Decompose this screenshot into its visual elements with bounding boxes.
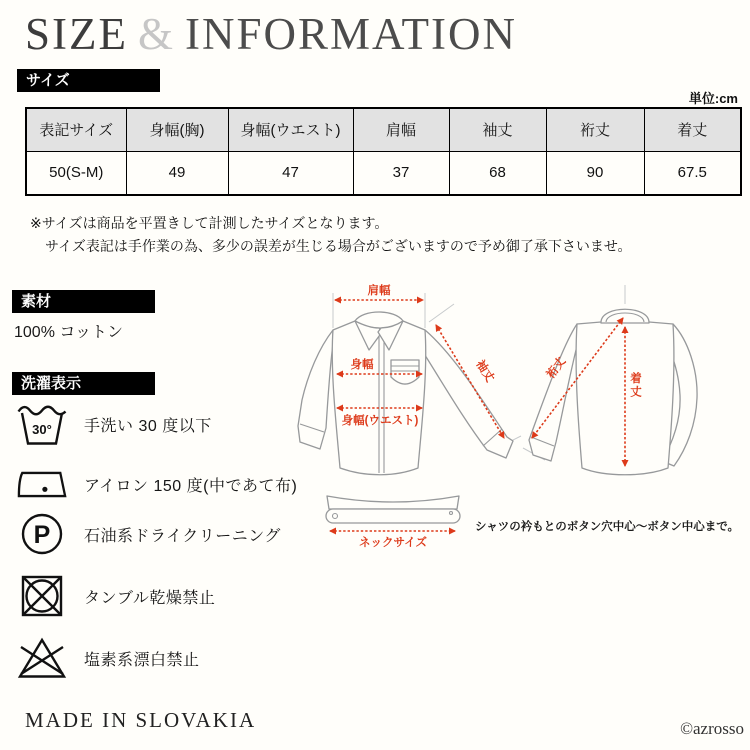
cell-size: 50(S-M) — [26, 151, 126, 195]
collar-measurement-note: シャツの衿もとのボタン穴中心〜ボタン中心まで。 — [475, 521, 740, 533]
sleeve-length-label: 袖丈 — [473, 358, 496, 385]
shirt-measurement-diagram — [283, 280, 750, 580]
yuki-length-label: 裄丈 — [544, 355, 569, 381]
care-item-label: 塩素系漂白禁止 — [84, 651, 200, 669]
cell-chest-width: 49 — [126, 151, 228, 195]
handwash-temp-text: 30° — [32, 422, 52, 437]
col-header-size: 表記サイズ — [26, 108, 126, 151]
country-of-origin: MADE IN SLOVAKIA — [25, 708, 257, 732]
copyright-credit: ©azrosso — [680, 719, 744, 738]
col-header-shoulder-width: 肩幅 — [353, 108, 449, 151]
size-note-line1: ※サイズは商品を平置きして計測したサイズとなります。 — [30, 215, 389, 231]
care-item-iron — [16, 460, 297, 508]
cell-body-length: 67.5 — [644, 151, 741, 195]
title-word-information: INFORMATION — [185, 9, 518, 59]
care-item-no-tumble — [16, 572, 215, 620]
iron-icon — [16, 464, 68, 504]
page-title — [25, 8, 517, 60]
chest-width-label: 身幅 — [350, 359, 374, 371]
handwash-tub-icon — [16, 401, 68, 447]
collar-drawing — [326, 496, 460, 523]
title-word-size: SIZE — [25, 9, 128, 59]
size-note-line2: サイズ表記は手作業の為、多少の誤差が生じる場合がございますので予め御了承下さいませ。 — [45, 238, 632, 254]
cell-sleeve-length: 68 — [449, 151, 546, 195]
cell-waist-width: 47 — [228, 151, 353, 195]
col-header-sleeve-length: 袖丈 — [449, 108, 546, 151]
size-table — [25, 107, 742, 196]
size-section-label: サイズ — [17, 69, 160, 92]
shirt-back-drawing — [523, 285, 697, 475]
care-section-label: 洗濯表示 — [12, 372, 155, 395]
col-header-chest-width: 身幅(胸) — [126, 108, 228, 151]
shoulder-width-label: 肩幅 — [367, 285, 391, 297]
cell-yuki-length: 90 — [546, 151, 644, 195]
col-header-waist-width: 身幅(ウエスト) — [228, 108, 353, 151]
col-header-yuki-length: 裄丈 — [546, 108, 644, 151]
care-item-label: 手洗い 30 度以下 — [84, 417, 212, 435]
no-bleach-icon — [16, 636, 68, 680]
material-section-label: 素材 — [12, 290, 155, 313]
dry-clean-letter: P — [33, 521, 51, 549]
title-ampersand: & — [138, 9, 176, 59]
care-item-handwash — [16, 400, 212, 448]
cell-shoulder-width: 37 — [353, 151, 449, 195]
waist-width-label: 身幅(ウエスト) — [341, 415, 419, 427]
size-notes — [30, 212, 631, 258]
care-item-label: 石油系ドライクリーニング — [84, 527, 281, 545]
care-item-label: タンブル乾燥禁止 — [84, 589, 216, 607]
body-length-label: 着丈 — [629, 372, 641, 399]
care-item-dry-clean — [16, 510, 281, 558]
dry-clean-p-icon — [16, 512, 68, 556]
material-value: 100% コットン — [14, 324, 124, 341]
no-tumble-dry-icon — [16, 574, 68, 618]
unit-label: 単位:cm — [688, 91, 738, 106]
neck-size-label: ネックサイズ — [358, 537, 428, 549]
col-header-body-length: 着丈 — [644, 108, 741, 151]
size-table-header-row — [26, 108, 741, 151]
care-item-no-bleach — [16, 634, 200, 682]
care-item-label: アイロン 150 度(中であて布) — [84, 477, 298, 495]
size-table-data-row — [26, 151, 741, 195]
shirt-front-drawing — [298, 293, 521, 475]
